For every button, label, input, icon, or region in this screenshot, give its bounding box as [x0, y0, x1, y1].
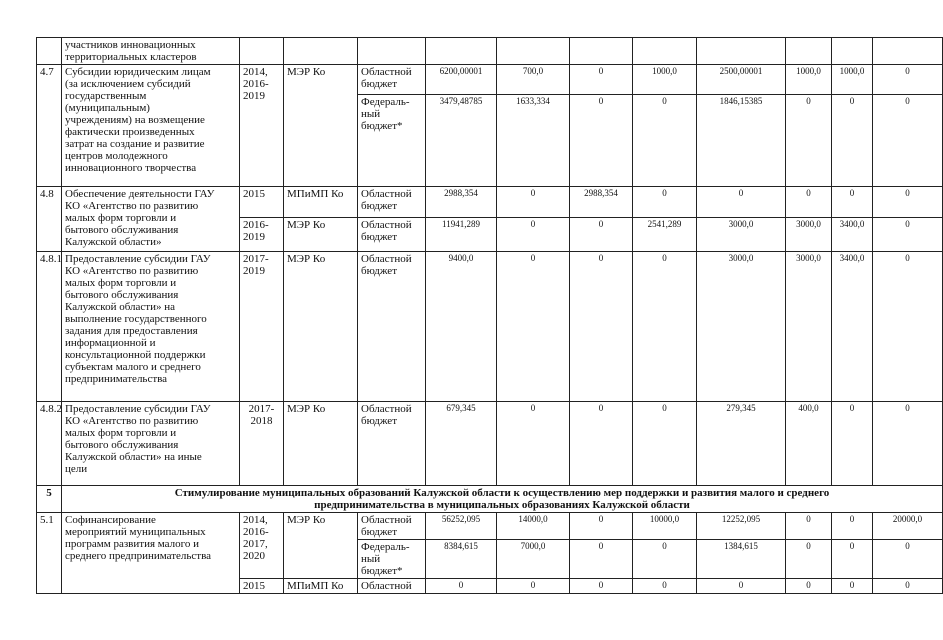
- value-cell: 6200,00001: [426, 65, 497, 95]
- row-period: 2017- 2019: [240, 252, 284, 402]
- value-cell: 0: [873, 65, 943, 95]
- value-cell: 20000,0: [873, 513, 943, 540]
- value-cell: 0: [570, 402, 633, 486]
- row-source: Областной: [358, 579, 426, 594]
- value-cell: 8384,615: [426, 540, 497, 579]
- row-source: Областной бюджет: [358, 218, 426, 252]
- row-executor: МЭР Ко: [284, 402, 358, 486]
- value-cell: 0: [832, 540, 873, 579]
- row-executor: МЭР Ко: [284, 252, 358, 402]
- value-cell: 0: [633, 579, 697, 594]
- row-number: 4.7: [37, 65, 62, 187]
- table-row: [37, 187, 943, 218]
- value-cell: 3400,0: [832, 218, 873, 252]
- row-source: Федераль- ный бюджет*: [358, 95, 426, 187]
- section-row: [37, 486, 943, 513]
- value-cell: 279,345: [697, 402, 786, 486]
- row-period: 2014, 2016- 2017, 2020: [240, 513, 284, 579]
- budget-table-page: [36, 37, 923, 597]
- row-source: Областной бюджет: [358, 252, 426, 402]
- table-row: [37, 65, 943, 95]
- value-cell: 3000,0: [697, 252, 786, 402]
- value-cell: 1633,334: [497, 95, 570, 187]
- value-cell: 0: [426, 579, 497, 594]
- row-name: Обеспечение деятельности ГАУ КО «Агентство по развитию малых форм торговли и бытового обслуживания Калужской области»: [62, 187, 240, 252]
- row-source: Областной бюджет: [358, 402, 426, 486]
- row-name: Софинансирование мероприятий муниципальных программ развития малого и среднего предпринимательства: [62, 513, 240, 594]
- value-cell: 2988,354: [426, 187, 497, 218]
- value-cell: 0: [697, 187, 786, 218]
- value-cell: 0: [786, 513, 832, 540]
- value-cell: 0: [832, 513, 873, 540]
- value-cell: 3400,0: [832, 252, 873, 402]
- row-source: Федераль- ный бюджет*: [358, 540, 426, 579]
- row-number: 4.8.1: [37, 252, 62, 402]
- value-cell: 2988,354: [570, 187, 633, 218]
- row-number: 4.8: [37, 187, 62, 252]
- value-cell: 0: [832, 95, 873, 187]
- value-cell: 0: [633, 402, 697, 486]
- value-cell: 0: [832, 402, 873, 486]
- row-name: Предоставление субсидии ГАУ КО «Агентство по развитию малых форм торговли и бытового обслуживания Калужской области» на иные цели: [62, 402, 240, 486]
- value-cell: 0: [786, 540, 832, 579]
- value-cell: 1846,15385: [697, 95, 786, 187]
- value-cell: 12252,095: [697, 513, 786, 540]
- row-executor: МЭР Ко: [284, 65, 358, 187]
- row-name: Субсидии юридическим лицам (за исключением субсидий государственным (муниципальным) учреждениям) на возмещение фактически произведенных затрат на создание и развитие центров молодежного инновационного творчества: [62, 65, 240, 187]
- value-cell: 0: [633, 95, 697, 187]
- value-cell: 0: [786, 579, 832, 594]
- row-executor: МПиМП Ко: [284, 579, 358, 594]
- table-row: [37, 252, 943, 402]
- value-cell: 3000,0: [697, 218, 786, 252]
- row-period: 2015: [240, 187, 284, 218]
- row-number: 4.8.2: [37, 402, 62, 486]
- value-cell: 0: [873, 402, 943, 486]
- value-cell: 1000,0: [786, 65, 832, 95]
- row-name: участников инновационных территориальных кластеров: [62, 38, 240, 65]
- row-period: 2014, 2016- 2019: [240, 65, 284, 187]
- value-cell: 0: [570, 65, 633, 95]
- section-number: 5: [37, 486, 62, 513]
- value-cell: 0: [786, 187, 832, 218]
- value-cell: 56252,095: [426, 513, 497, 540]
- value-cell: 0: [570, 579, 633, 594]
- table-row: [37, 38, 943, 65]
- value-cell: 700,0: [497, 65, 570, 95]
- value-cell: 14000,0: [497, 513, 570, 540]
- row-source: Областной бюджет: [358, 65, 426, 95]
- row-source: Областной бюджет: [358, 513, 426, 540]
- row-executor: МЭР Ко: [284, 513, 358, 579]
- value-cell: 0: [873, 252, 943, 402]
- value-cell: 2500,00001: [697, 65, 786, 95]
- value-cell: 0: [497, 187, 570, 218]
- value-cell: 3000,0: [786, 252, 832, 402]
- value-cell: 2541,289: [633, 218, 697, 252]
- value-cell: 0: [570, 218, 633, 252]
- value-cell: 400,0: [786, 402, 832, 486]
- value-cell: 0: [786, 95, 832, 187]
- table-row: [37, 513, 943, 540]
- section-title: Стимулирование муниципальных образований Калужской области к осуществлению мер поддержки и развития малого и среднего предпринимательства в муниципальных образованиях Калужской области: [62, 486, 943, 513]
- row-name: Предоставление субсидии ГАУ КО «Агентство по развитию малых форм торговли и бытового обслуживания Калужской области» на выполнение государственного задания для предоставления информационной и консультационной поддержки субъектам малого и среднего предпринимательства: [62, 252, 240, 402]
- row-executor: МПиМП Ко: [284, 187, 358, 218]
- value-cell: 0: [832, 187, 873, 218]
- value-cell: 3479,48785: [426, 95, 497, 187]
- value-cell: 0: [873, 187, 943, 218]
- value-cell: 1384,615: [697, 540, 786, 579]
- value-cell: 7000,0: [497, 540, 570, 579]
- value-cell: 11941,289: [426, 218, 497, 252]
- value-cell: 1000,0: [633, 65, 697, 95]
- value-cell: 0: [570, 540, 633, 579]
- value-cell: 0: [633, 252, 697, 402]
- value-cell: 0: [873, 540, 943, 579]
- value-cell: 0: [497, 579, 570, 594]
- row-number: [37, 38, 62, 65]
- value-cell: 0: [697, 579, 786, 594]
- row-period: 2016- 2019: [240, 218, 284, 252]
- row-number: 5.1: [37, 513, 62, 594]
- budget-table: [36, 37, 943, 594]
- row-period: 2015: [240, 579, 284, 594]
- value-cell: 0: [570, 252, 633, 402]
- value-cell: 0: [873, 579, 943, 594]
- value-cell: 0: [497, 218, 570, 252]
- value-cell: 0: [873, 218, 943, 252]
- value-cell: 0: [570, 513, 633, 540]
- value-cell: 10000,0: [633, 513, 697, 540]
- value-cell: 0: [832, 579, 873, 594]
- row-executor: МЭР Ко: [284, 218, 358, 252]
- row-period: 2017- 2018: [240, 402, 284, 486]
- value-cell: 0: [873, 95, 943, 187]
- value-cell: 0: [497, 252, 570, 402]
- value-cell: 1000,0: [832, 65, 873, 95]
- value-cell: 0: [570, 95, 633, 187]
- value-cell: 0: [497, 402, 570, 486]
- row-source: Областной бюджет: [358, 187, 426, 218]
- value-cell: 0: [633, 187, 697, 218]
- value-cell: 0: [633, 540, 697, 579]
- table-row: [37, 402, 943, 486]
- value-cell: 679,345: [426, 402, 497, 486]
- value-cell: 9400,0: [426, 252, 497, 402]
- value-cell: 3000,0: [786, 218, 832, 252]
